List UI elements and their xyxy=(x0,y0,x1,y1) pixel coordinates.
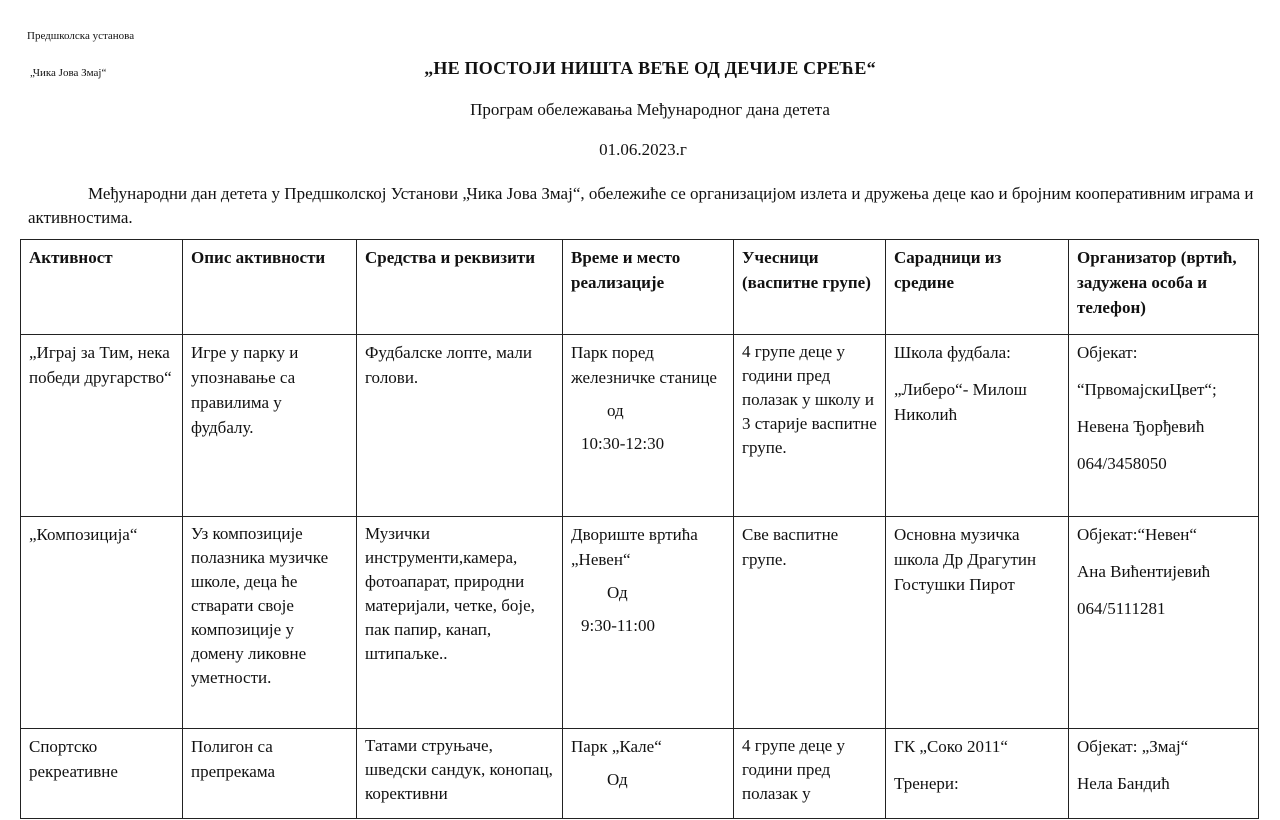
document-subtitle: Програм обележавања Међународног дана детета xyxy=(470,100,830,119)
time-from-text: од xyxy=(607,401,624,420)
header-resources: Средства и реквизити xyxy=(357,240,563,335)
cell-time-place xyxy=(563,517,734,729)
cell-time-place xyxy=(563,729,734,819)
institution-line-1: Предшколска установа xyxy=(27,30,135,42)
collaborator-line: Тренери: xyxy=(894,774,959,793)
organizer-object: Објекат: „Змај“ xyxy=(1077,737,1189,756)
time-text: 10:30-12:30 xyxy=(581,434,665,453)
place-text: Двориште вртића „Невен“ xyxy=(571,525,698,569)
cell-activity: „Играј за Тим, нека победи другарство“ xyxy=(21,335,183,517)
cell-resources: Фудбалске лопте, мали голови. xyxy=(357,335,563,517)
table-row xyxy=(21,335,1259,517)
cell-organizer xyxy=(1069,517,1259,729)
cell-collaborators xyxy=(886,729,1069,819)
cell-activity: Спортско рекреативне xyxy=(21,729,183,819)
header-time-place: Време и место реализације xyxy=(563,240,734,335)
document-date: 01.06.2023.г xyxy=(599,140,687,159)
intro-paragraph: Међународни дан детета у Предшколској Установи „Чика Јова Змај“, обележиће се организацијом излета и дружења деце као и бројним кооперативним играма и активностима. xyxy=(28,184,1254,227)
cell-collaborators xyxy=(886,335,1069,517)
cell-description: Игре у парку и упознавање са правилима у фудбалу. xyxy=(183,335,357,517)
organizer-object: Објекат: xyxy=(1077,343,1138,362)
time-from-text: Од xyxy=(607,770,628,789)
cell-collaborators: Основна музичка школа Др Драгутин Гостушки Пирот xyxy=(886,517,1069,729)
collaborator-line: ГК „Соко 2011“ xyxy=(894,737,1008,756)
place-text: Парк поред железничке станице xyxy=(571,343,717,387)
cell-description: Полигон са препрекама xyxy=(183,729,357,819)
cell-participants: 4 групе деце у години пред полазак у школу и 3 старије васпитне групе. xyxy=(734,335,886,517)
cell-resources: Музички инструменти,камера, фотоапарат, природни материјали, четке, боје, пак папир, канап, штипаљке.. xyxy=(357,517,563,729)
organizer-phone: 064/3458050 xyxy=(1077,454,1167,473)
organizer-person: Ана Вићентијевић xyxy=(1077,562,1211,581)
header-description: Опис активности xyxy=(183,240,357,335)
program-table xyxy=(20,239,1259,819)
collaborator-line: Школа фудбала: xyxy=(894,343,1011,362)
table-row xyxy=(21,517,1259,729)
organizer-kindergarten: “ПрвомајскиЦвет“; xyxy=(1077,380,1217,399)
time-text: 9:30-11:00 xyxy=(581,616,655,635)
institution-line-2: „Чика Јова Змај“ xyxy=(30,67,107,79)
organizer-phone: 064/5111281 xyxy=(1077,599,1166,618)
cell-participants: Све васпитне групе. xyxy=(734,517,886,729)
header-collaborators: Сарадници из средине xyxy=(886,240,1069,335)
organizer-person: Нела Бандић xyxy=(1077,774,1170,793)
cell-activity: „Композиција“ xyxy=(21,517,183,729)
place-text: Парк „Кале“ xyxy=(571,737,662,756)
time-from-text: Од xyxy=(607,583,628,602)
cell-organizer xyxy=(1069,729,1259,819)
table-header-row xyxy=(21,240,1259,335)
cell-resources: Татами струњаче, шведски сандук, конопац, корективни xyxy=(357,729,563,819)
collaborator-line: „Либеро“- Милош Николић xyxy=(894,380,1027,424)
cell-organizer xyxy=(1069,335,1259,517)
cell-description: Уз композиције полазника музичке школе, деца ће стварати своје композиције у домену ликовне уметности. xyxy=(183,517,357,729)
cell-time-place xyxy=(563,335,734,517)
organizer-person: Невена Ђорђевић xyxy=(1077,417,1205,436)
header-activity: Активност xyxy=(21,240,183,335)
header-participants: Учесници (васпитне групе) xyxy=(734,240,886,335)
cell-participants: 4 групе деце у години пред полазак у xyxy=(734,729,886,819)
header-organizer: Организатор (вртић, задужена особа и телефон) xyxy=(1069,240,1259,335)
organizer-object: Објекат:“Невен“ xyxy=(1077,525,1197,544)
document-title: „НЕ ПОСТОЈИ НИШТА ВЕЋЕ ОД ДЕЧИЈЕ СРЕЋЕ“ xyxy=(424,58,876,78)
table-row xyxy=(21,729,1259,819)
